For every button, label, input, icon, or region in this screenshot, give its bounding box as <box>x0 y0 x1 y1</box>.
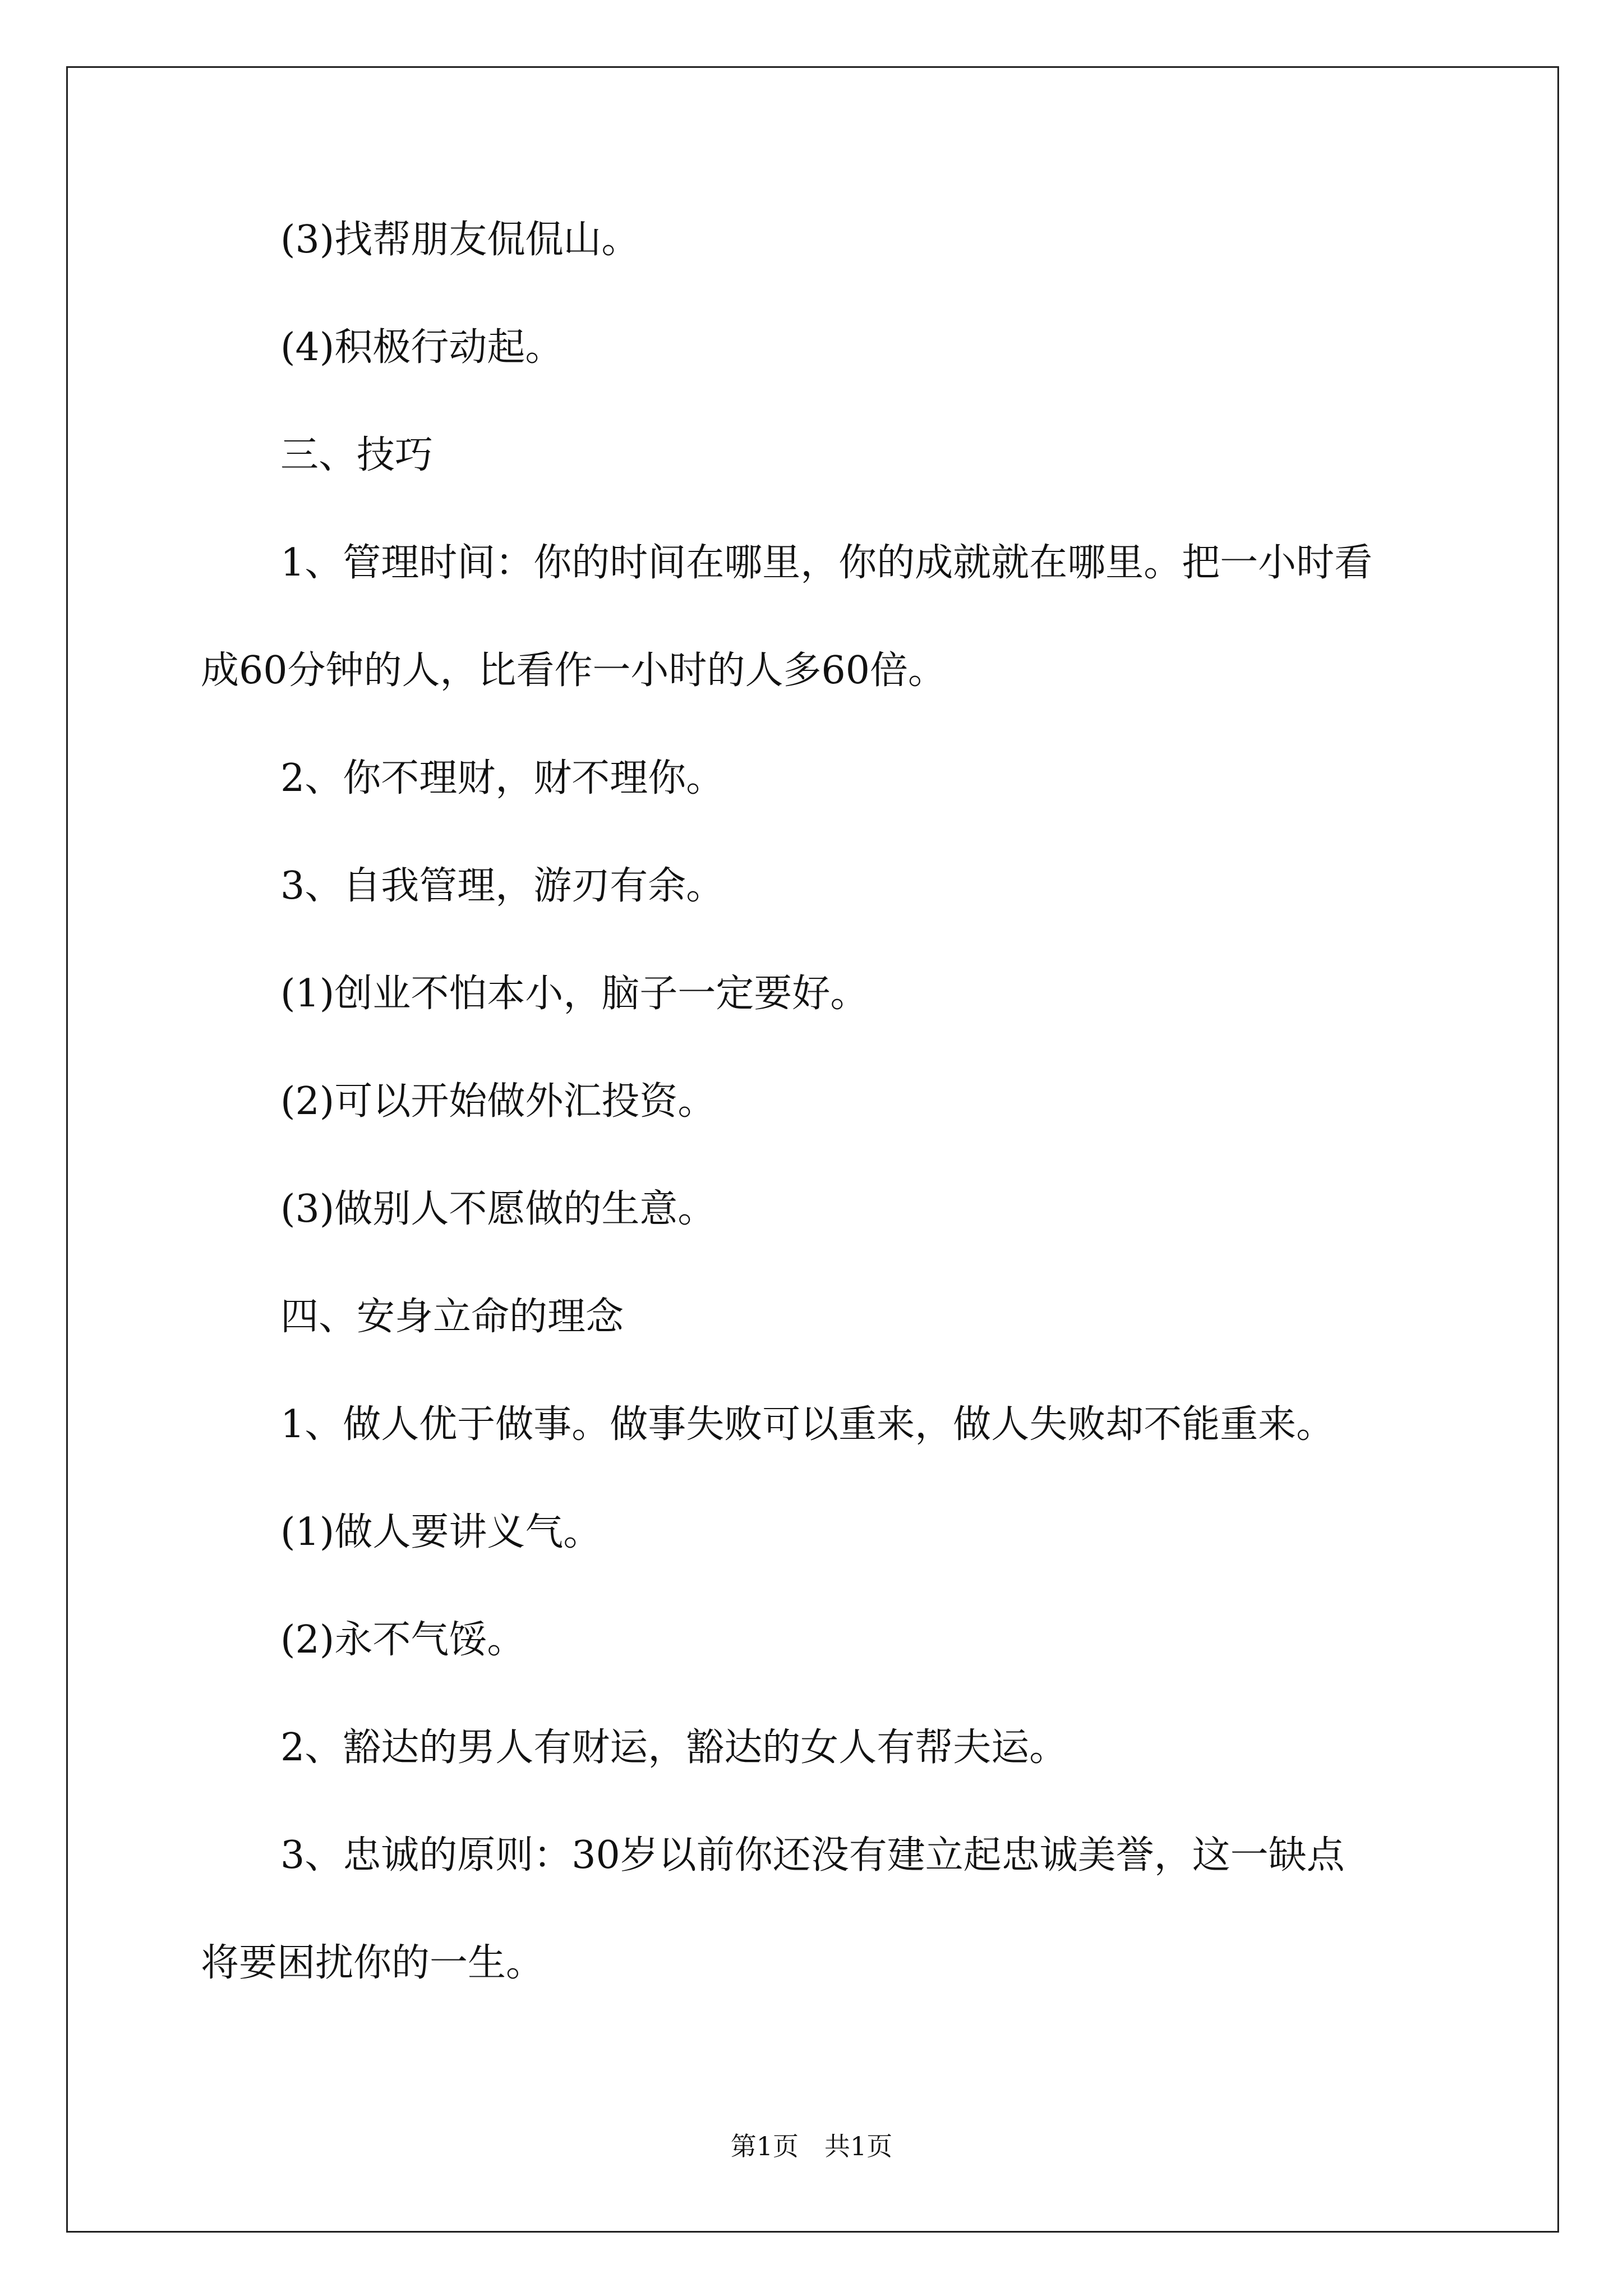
paragraph: 1、管理时间：你的时间在哪里，你的成就就在哪里。把一小时看 <box>280 541 1373 585</box>
paragraph: (3)找帮朋友侃侃山。 <box>280 218 640 262</box>
paragraph: (1)创业不怕本小，脑子一定要好。 <box>280 972 869 1016</box>
paragraph: 3、自我管理，游刃有余。 <box>280 864 725 908</box>
paragraph: (2)永不气馁。 <box>280 1618 525 1662</box>
section-heading: 三、技巧 <box>280 433 434 477</box>
paragraph: 1、做人优于做事。做事失败可以重来，做人失败却不能重来。 <box>280 1402 1335 1447</box>
paragraph: (3)做别人不愿做的生意。 <box>280 1187 716 1231</box>
paragraph: (1)做人要讲义气。 <box>280 1510 602 1554</box>
paragraph-continuation: 成60分钟的人，比看作一小时的人多60倍。 <box>201 648 947 693</box>
document-body <box>201 213 1435 1990</box>
paragraph-continuation: 将要困扰你的一生。 <box>201 1941 545 1985</box>
paragraph: 3、忠诚的原则：30岁以前你还没有建立起忠诚美誉，这一缺点 <box>280 1833 1345 1878</box>
paragraph: 2、豁达的男人有财运，豁达的女人有帮夫运。 <box>280 1726 1068 1770</box>
paragraph: 2、你不理财，财不理你。 <box>280 756 725 800</box>
paragraph: (2)可以开始做外汇投资。 <box>280 1079 716 1124</box>
page-number-footer: 第1页 共1页 <box>730 2131 893 2161</box>
paragraph: (4)积极行动起。 <box>280 325 564 370</box>
section-heading: 四、安身立命的理念 <box>280 1295 624 1339</box>
